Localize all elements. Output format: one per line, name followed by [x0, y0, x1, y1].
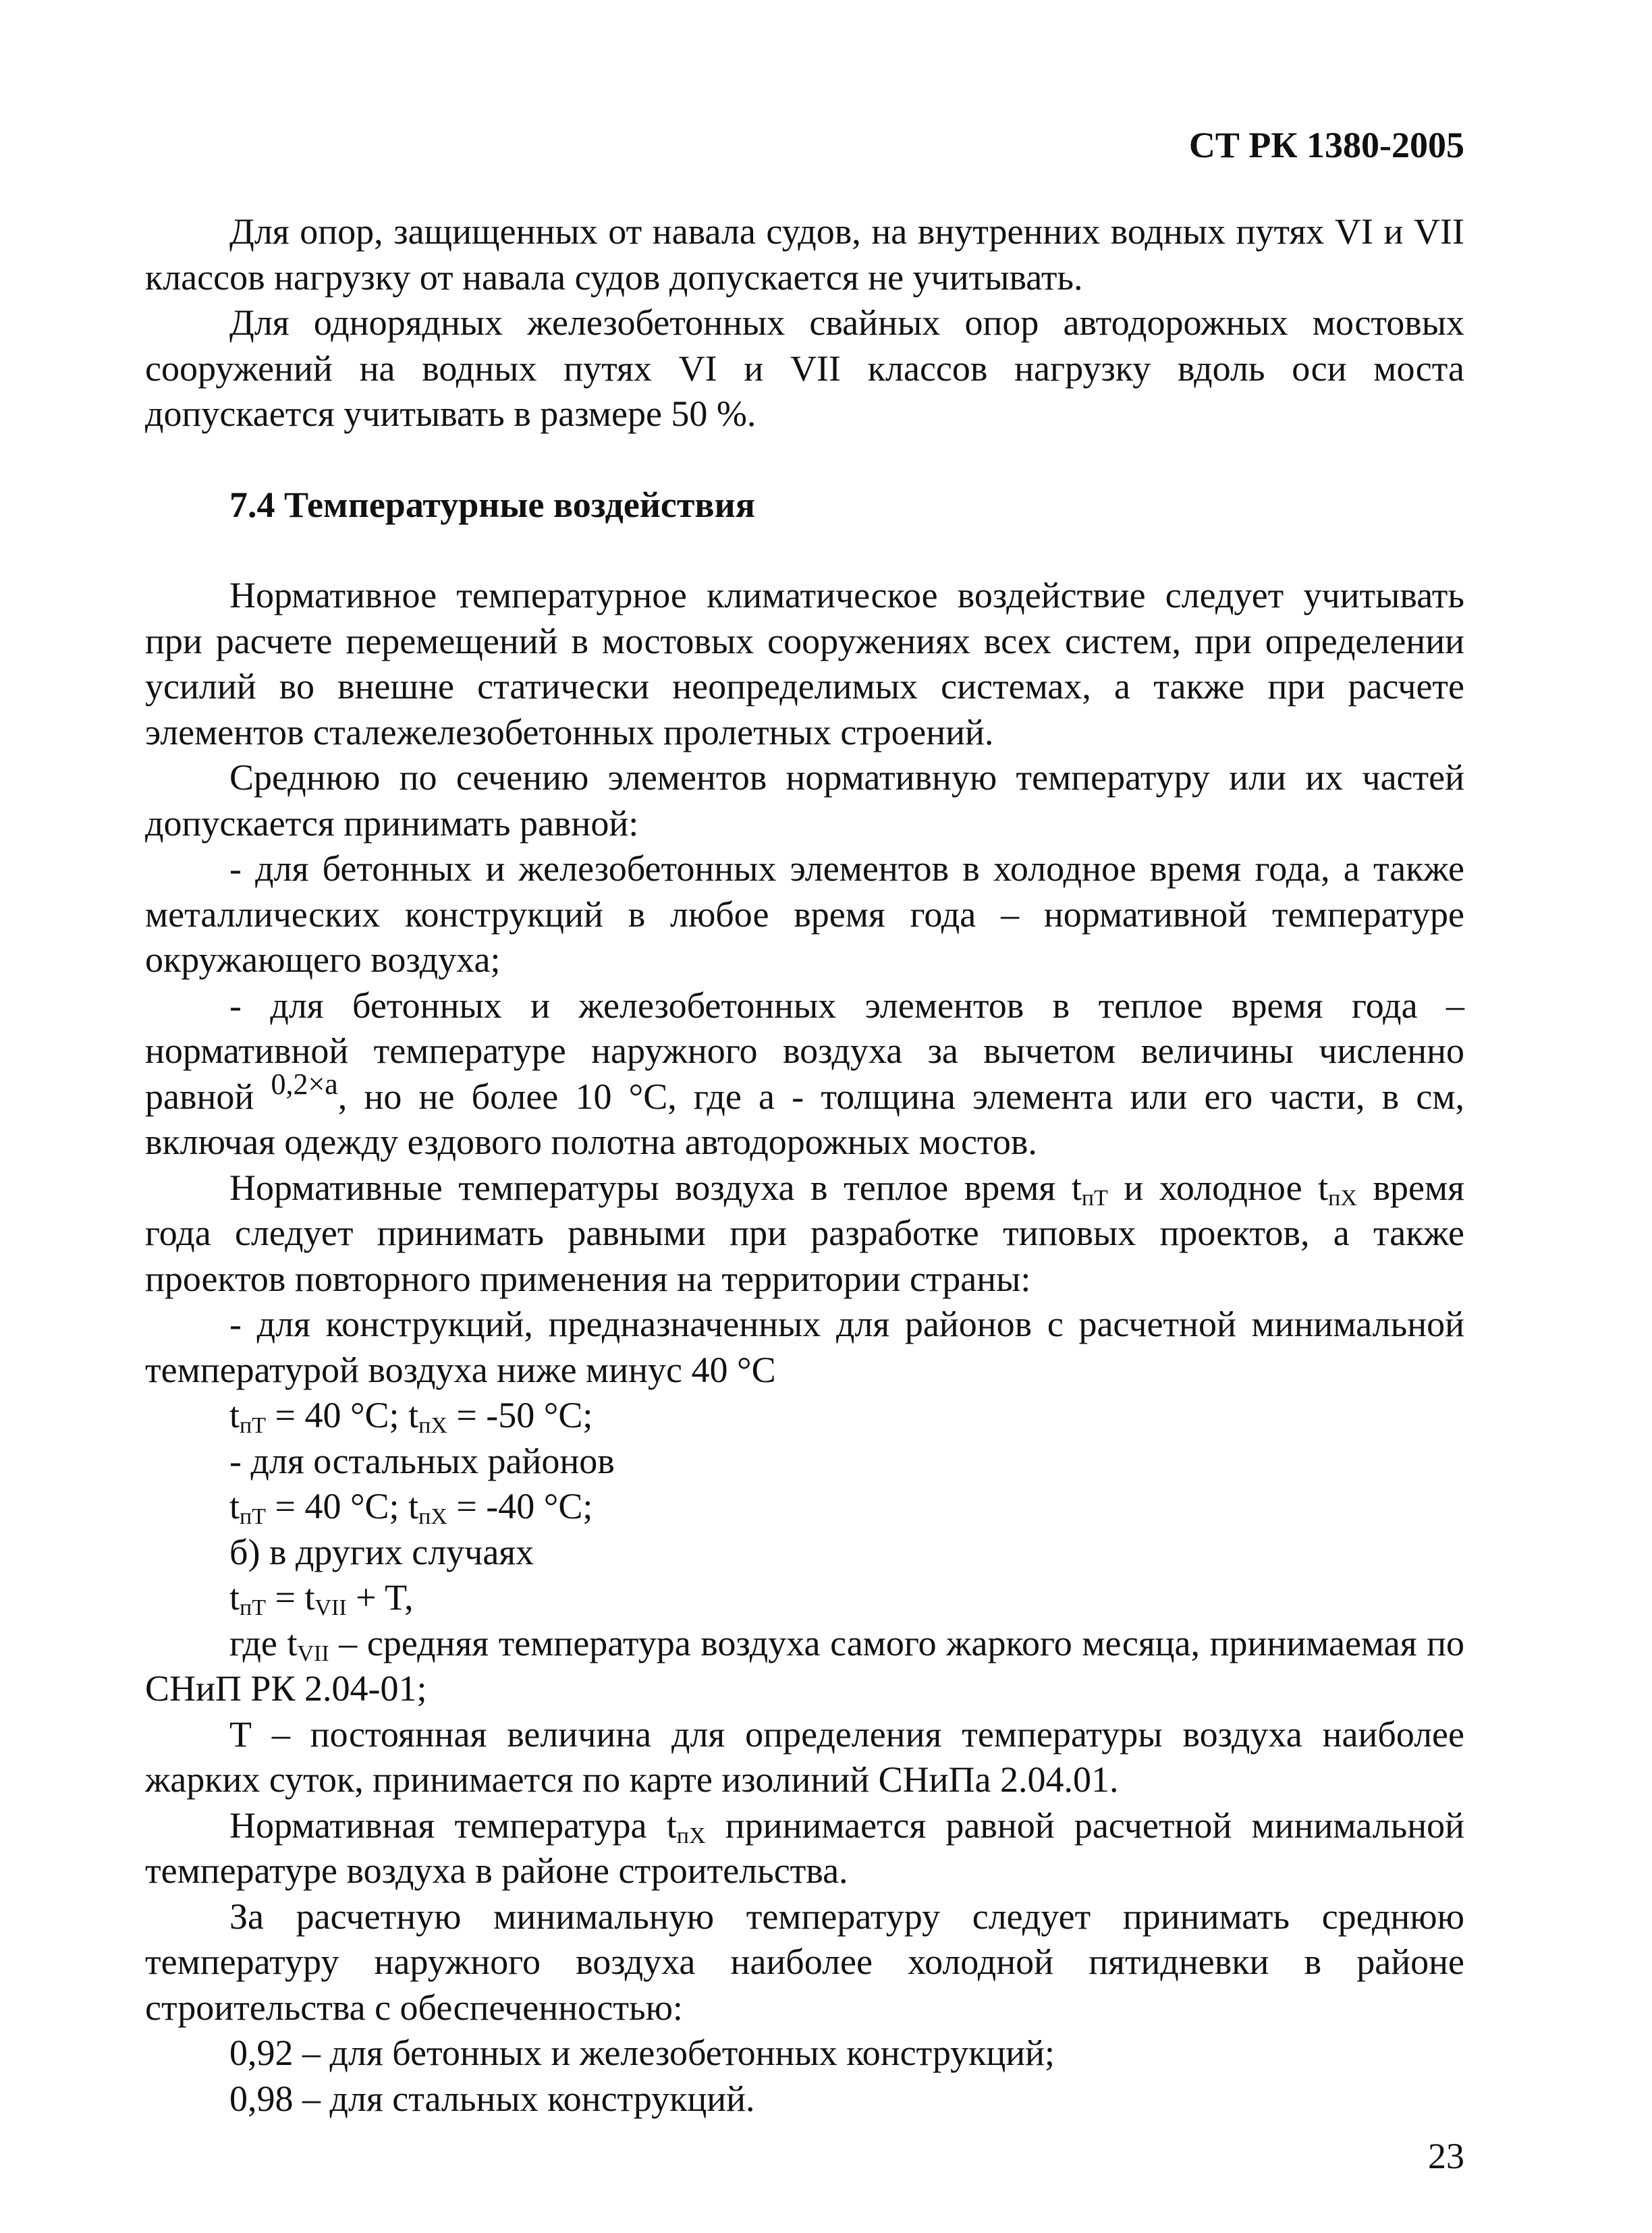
text-segment: и холодное: [1107, 1167, 1319, 1208]
subscript-nt: пТ: [240, 1595, 266, 1620]
list-item-other-regions: - для остальных районов: [229, 1440, 615, 1481]
subscript-nt: пТ: [1081, 1185, 1108, 1211]
text-segment: время года следует принимать равными при разработке типовых проектов, а также проектов повторного применения на территории страны:: [145, 1167, 1464, 1299]
text-segment: + T,: [346, 1577, 414, 1618]
symbol-t: t: [408, 1486, 419, 1526]
text-segment: – средняя температура воздуха самого жаркого месяца, принимаемая по СНиП РК 2.04-01;: [145, 1622, 1465, 1709]
paragraph-2: Для однорядных железобетонных свайных опор автодорожных мостовых сооружений на водных путях VI и VII классов нагрузку вдоль оси моста допускается учитывать в размере 50 %.: [145, 302, 1464, 434]
paragraph-4: Среднюю по сечению элементов нормативную температуру или их частей допускается принимать равной:: [145, 757, 1464, 844]
paragraph-5: - для бетонных и железобетонных элементов в холодное время года, а также металлических конструкций в любое время года – нормативной температуре окружающего воздуха;: [145, 848, 1464, 980]
document-code-header: СТ РК 1380-2005: [1188, 125, 1464, 165]
symbol-t: t: [229, 1577, 240, 1618]
subscript-nx: пХ: [1328, 1185, 1357, 1211]
formula: 0,2×а: [271, 1067, 338, 1101]
text-segment: - для бетонных и железобетонных элементов в теплое время года – нормативной температуре наружного воздуха за вычетом величины численно равной: [145, 985, 1464, 1117]
formula-line-2: [145, 1484, 1464, 1530]
text-segment: принимается равной расчетной минимальной температуре воздуха в районе строительства.: [145, 1804, 1464, 1891]
paragraph-7: [145, 1165, 1464, 1302]
paragraph-constant-t: Т – постоянная величина для определения температуры воздуха наиболее жарких суток, принимается по карте изолиний СНиПа 2.04.01.: [145, 1713, 1464, 1800]
symbol-t: t: [229, 1486, 240, 1526]
symbol-t: t: [666, 1804, 677, 1846]
document-body: [145, 209, 1464, 2122]
subscript-nx: пХ: [676, 1823, 706, 1848]
subscript-nt: пТ: [240, 1504, 266, 1529]
text-segment: = 40 °С;: [265, 1395, 409, 1435]
formula-line-1: [145, 1393, 1464, 1439]
text-segment: , но не более 10 °С, где а - толщина элемента или его части, в см, включая одежду ездового полотна автодорожных мостов.: [145, 1076, 1465, 1162]
symbol-t: t: [1318, 1167, 1329, 1208]
text-segment: где: [229, 1622, 287, 1663]
text-segment: Нормативные температуры воздуха в теплое время: [229, 1167, 1072, 1208]
paragraph-design-min-temp: За расчетную минимальную температуру следует принимать среднюю температуру наружного воздуха наиболее холодной пятидневки в районе строительства с обеспеченностью:: [145, 1896, 1464, 2028]
subscript-nx: пХ: [418, 1413, 447, 1438]
symbol-t: t: [1071, 1167, 1082, 1208]
symbol-t: t: [408, 1395, 419, 1435]
document-page: [145, 0, 1464, 2233]
subscript-nx: пХ: [418, 1504, 447, 1529]
list-item-concrete: 0,92 – для бетонных и железобетонных конструкций;: [229, 2033, 1055, 2073]
list-item-other-cases: б) в других случаях: [229, 1531, 534, 1572]
text-segment: =: [265, 1577, 305, 1618]
subscript-nt: пТ: [240, 1413, 266, 1438]
subscript-vii: VII: [314, 1595, 347, 1620]
paragraph-3: Нормативное температурное климатическое воздействие следует учитывать при расчете перемещений в мостовых сооружениях всех систем, при определении усилий во внешне статически неопределимых системах, а также при расчете элементов сталежелезобетонных пролетных строений.: [145, 575, 1464, 752]
subscript-vii: VII: [297, 1641, 329, 1666]
section-heading: 7.4 Температурные воздействия: [229, 484, 755, 525]
symbol-t: t: [229, 1395, 240, 1435]
text-segment: Нормативная температура: [229, 1804, 667, 1846]
formula-line-3: [145, 1575, 1464, 1621]
text-segment: = 40 °С;: [265, 1486, 409, 1526]
symbol-t: t: [287, 1622, 298, 1663]
paragraph-1: Для опор, защищенных от навала судов, на внутренних водных путях VI и VII классов нагрузку от навала судов допускается не учитывать.: [145, 211, 1464, 298]
paragraph-normative-tnx: [145, 1803, 1464, 1894]
page-number: 23: [1428, 2136, 1464, 2176]
text-segment: = -50 °С;: [447, 1395, 593, 1435]
paragraph-6: [145, 983, 1464, 1165]
symbol-t: t: [304, 1577, 315, 1618]
list-item-steel: 0,98 – для стальных конструкций.: [229, 2078, 755, 2119]
paragraph-8: - для конструкций, предназначенных для районов с расчетной минимальной температурой воздуха ниже минус 40 °С: [145, 1304, 1464, 1390]
paragraph-where: [145, 1621, 1464, 1712]
text-segment: = -40 °С;: [447, 1486, 593, 1526]
